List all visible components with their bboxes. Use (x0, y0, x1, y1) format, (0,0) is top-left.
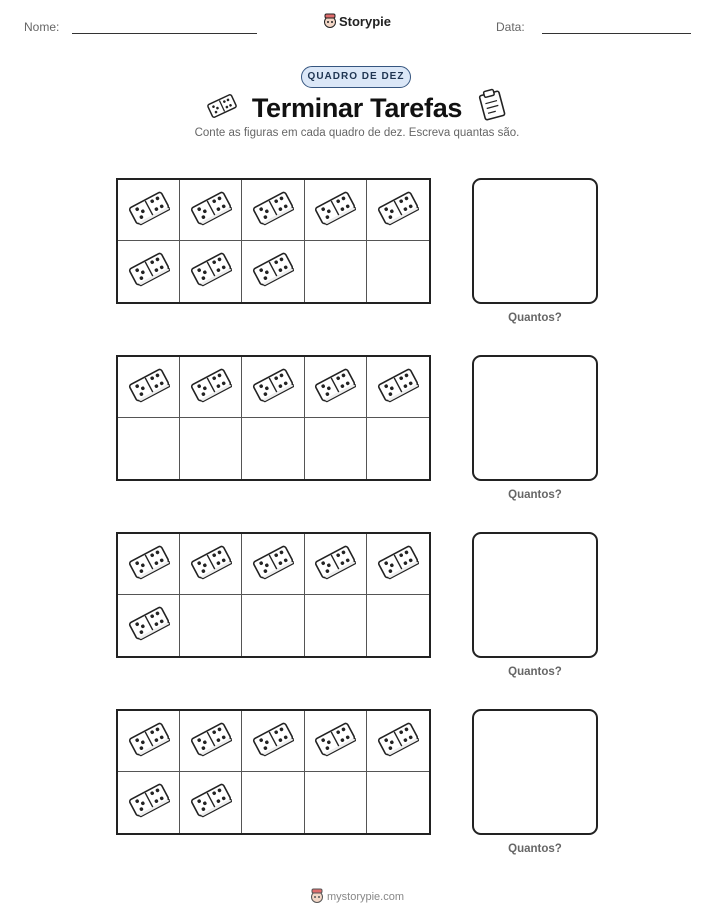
footer-url: mystorypie.com (326, 891, 405, 903)
frame-cell (242, 772, 304, 833)
frame-cell (367, 595, 429, 656)
frame-cell (180, 534, 242, 595)
domino-icon (128, 249, 170, 294)
frame-cell (118, 241, 180, 302)
domino-icon (377, 365, 419, 410)
frame-cell (118, 711, 180, 772)
domino-icon (190, 719, 232, 764)
brand-logo (0, 13, 714, 29)
name-label: Nome: (24, 20, 60, 34)
frame-cell (242, 241, 304, 302)
frame-cell (180, 180, 242, 241)
frame-cell (242, 357, 304, 418)
date-line (542, 33, 691, 34)
domino-icon (377, 188, 419, 233)
frame-cell (118, 180, 180, 241)
domino-icon (377, 542, 419, 587)
ten-frame-2 (116, 355, 431, 481)
frame-cell (367, 418, 429, 479)
answer-box-4[interactable] (472, 709, 598, 835)
frame-cell (180, 418, 242, 479)
answer-label-4: Quantos? (508, 843, 562, 855)
frame-cell (118, 357, 180, 418)
domino-icon (252, 542, 294, 587)
domino-icon (252, 719, 294, 764)
instructions: Conte as figuras em cada quadro de dez. Escreva quantas são. (194, 127, 520, 139)
frame-cell (242, 595, 304, 656)
frame-cell (180, 595, 242, 656)
answer-label-3: Quantos? (508, 666, 562, 678)
domino-icon (128, 542, 170, 587)
answer-label-1: Quantos? (508, 312, 562, 324)
frame-cell (367, 711, 429, 772)
frame-cell (367, 534, 429, 595)
domino-icon (314, 719, 356, 764)
frame-cell (242, 534, 304, 595)
frame-cell (367, 180, 429, 241)
domino-icon (128, 603, 170, 648)
frame-cell (180, 357, 242, 418)
frame-cell (180, 711, 242, 772)
ten-frame-1 (116, 178, 431, 304)
ten-frame-3 (116, 532, 431, 658)
frame-cell (180, 772, 242, 833)
frame-cell (118, 772, 180, 833)
domino-icon (252, 365, 294, 410)
domino-icon (128, 188, 170, 233)
frame-cell (242, 180, 304, 241)
frame-cell (367, 241, 429, 302)
frame-cell (305, 534, 367, 595)
domino-icon (128, 365, 170, 410)
mascot-icon (310, 888, 324, 904)
frame-cell (367, 357, 429, 418)
frame-cell (180, 241, 242, 302)
footer (0, 888, 714, 904)
frame-cell (242, 711, 304, 772)
clipboard-icon (476, 88, 508, 122)
ten-frame-4 (116, 709, 431, 835)
domino-icon (128, 719, 170, 764)
frame-cell (242, 418, 304, 479)
domino-icon (128, 780, 170, 825)
frame-cell (118, 534, 180, 595)
answer-label-2: Quantos? (508, 489, 562, 501)
category-badge: QUADRO DE DEZ (301, 66, 411, 88)
page-title: Terminar Tarefas (251, 93, 463, 123)
frame-cell (118, 418, 180, 479)
domino-icon (190, 542, 232, 587)
frame-cell (305, 180, 367, 241)
answer-box-1[interactable] (472, 178, 598, 304)
domino-icon (190, 188, 232, 233)
answer-box-2[interactable] (472, 355, 598, 481)
frame-cell (118, 595, 180, 656)
date-label: Data: (496, 20, 525, 34)
domino-icon (190, 249, 232, 294)
domino-icon (252, 188, 294, 233)
frame-cell (305, 772, 367, 833)
domino-icon (377, 719, 419, 764)
name-line (72, 33, 257, 34)
domino-icon (190, 365, 232, 410)
domino-icon (314, 542, 356, 587)
frame-cell (305, 357, 367, 418)
domino-icon (314, 188, 356, 233)
brand-name: Storypie (338, 14, 391, 29)
frame-cell (367, 772, 429, 833)
domino-icon (190, 780, 232, 825)
frame-cell (305, 711, 367, 772)
frame-cell (305, 595, 367, 656)
frame-cell (305, 418, 367, 479)
mascot-icon (323, 13, 337, 29)
frame-cell (305, 241, 367, 302)
domino-icon (314, 365, 356, 410)
domino-icon (252, 249, 294, 294)
answer-box-3[interactable] (472, 532, 598, 658)
